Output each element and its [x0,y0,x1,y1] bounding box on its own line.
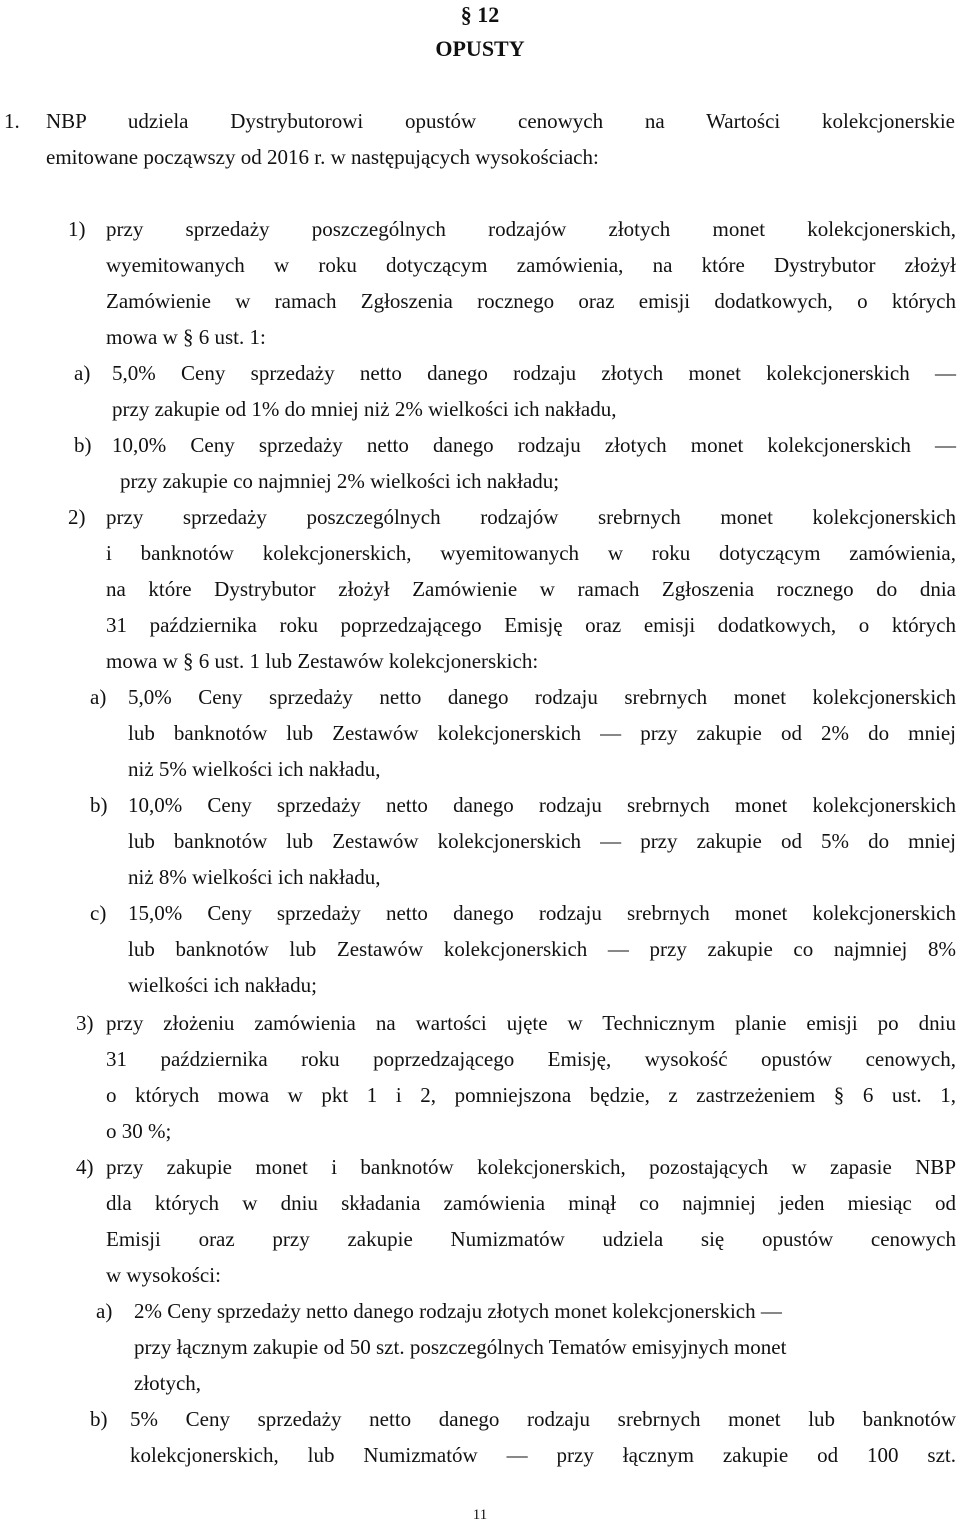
list-item-line: przy sprzedaży poszczególnych rodzajów złotych monet kolekcjonerskich, [106,217,956,241]
list-item-line: 31 października roku poprzedzającego Emisję, wysokość opustów cenowych, [106,1047,956,1071]
list-marker: 1) [68,217,86,241]
list-item-line: mowa w § 6 ust. 1: [106,325,266,349]
sublist-marker: c) [90,901,107,925]
sublist-item-line: 2% Ceny sprzedaży netto danego rodzaju złotych monet kolekcjonerskich — [134,1299,782,1323]
paragraph-line: NBP udziela Dystrybutorowi opustów cenowych na Wartości kolekcjonerskie [46,109,955,133]
sublist-item-line: 10,0% Ceny sprzedaży netto danego rodzaju złotych monet kolekcjonerskich — [112,433,956,457]
sublist-item-line: niż 5% wielkości ich nakładu, [128,757,381,781]
list-marker: 4) [76,1155,94,1179]
list-item-line: przy sprzedaży poszczególnych rodzajów srebrnych monet kolekcjonerskich [106,505,956,529]
page-number: 11 [472,1507,488,1523]
sublist-marker: b) [74,433,92,457]
list-item-line: dla których w dniu składania zamówienia minął co najmniej jeden miesiąc od [106,1191,956,1215]
list-item-line: przy zakupie monet i banknotów kolekcjonerskich, pozostających w zapasie NBP [106,1155,956,1179]
sublist-marker: a) [74,361,91,385]
sublist-item-line: lub banknotów lub Zestawów kolekcjonerskich — przy zakupie co najmniej 8% [128,937,956,961]
sublist-item-line: złotych, [134,1371,202,1395]
section-number: § 12 [460,2,500,27]
sublist-item-line: lub banknotów lub Zestawów kolekcjonerskich — przy zakupie od 5% do mniej [128,829,956,853]
list-item-line: przy złożeniu zamówienia na wartości ujęte w Technicznym planie emisji po dniu [106,1011,956,1035]
sublist-marker: a) [96,1299,113,1323]
sublist-item-line: lub banknotów lub Zestawów kolekcjonerskich — przy zakupie od 2% do mniej [128,721,956,745]
sublist-item-line: przy zakupie co najmniej 2% wielkości ich nakładu; [120,469,560,493]
sublist-marker: b) [90,1407,108,1431]
point-number: 1. [4,109,20,133]
list-item-line: Zamówienie w ramach Zgłoszenia rocznego oraz emisji dodatkowych, o których [106,289,956,313]
sublist-item-line: 15,0% Ceny sprzedaży netto danego rodzaju srebrnych monet kolekcjonerskich [128,901,956,925]
list-item-line: o których mowa w pkt 1 i 2, pomniejszona będzie, z zastrzeżeniem § 6 ust. 1, [106,1083,956,1107]
sublist-marker: b) [90,793,108,817]
list-marker: 2) [68,505,86,529]
list-item-line: o 30 %; [106,1119,172,1143]
list-item-line: wyemitowanych w roku dotyczącym zamówienia, na które Dystrybutor złożył [106,253,956,277]
list-item-line: i banknotów kolekcjonerskich, wyemitowanych w roku dotyczącym zamówienia, [106,541,956,565]
sublist-item-line: przy zakupie od 1% do mniej niż 2% wielkości ich nakładu, [112,397,617,421]
list-marker: 3) [76,1011,94,1035]
paragraph-line: emitowane począwszy od 2016 r. w następujących wysokościach: [46,145,599,169]
list-item-line: mowa w § 6 ust. 1 lub Zestawów kolekcjonerskich: [106,649,539,673]
sublist-item-line: kolekcjonerskich, lub Numizmatów — przy łącznym zakupie od 100 szt. [130,1443,956,1467]
sublist-item-line: 5% Ceny sprzedaży netto danego rodzaju srebrnych monet lub banknotów [130,1407,956,1431]
list-item-line: w wysokości: [106,1263,221,1287]
list-item-line: 31 października roku poprzedzającego Emisję oraz emisji dodatkowych, o których [106,613,956,637]
sublist-item-line: 10,0% Ceny sprzedaży netto danego rodzaju srebrnych monet kolekcjonerskich [128,793,956,817]
sublist-item-line: 5,0% Ceny sprzedaży netto danego rodzaju srebrnych monet kolekcjonerskich [128,685,956,709]
list-item-line: Emisji oraz przy zakupie Numizmatów udziela się opustów cenowych [106,1227,956,1251]
sublist-item-line: wielkości ich nakładu; [128,973,317,997]
sublist-marker: a) [90,685,107,709]
sublist-item-line: przy łącznym zakupie od 50 szt. poszczególnych Tematów emisyjnych monet [134,1335,787,1359]
list-item-line: na które Dystrybutor złożył Zamówienie w ramach Zgłoszenia rocznego do dnia [106,577,956,601]
section-title: OPUSTY [435,36,525,61]
sublist-item-line: niż 8% wielkości ich nakładu, [128,865,381,889]
sublist-item-line: 5,0% Ceny sprzedaży netto danego rodzaju złotych monet kolekcjonerskich — [112,361,956,385]
